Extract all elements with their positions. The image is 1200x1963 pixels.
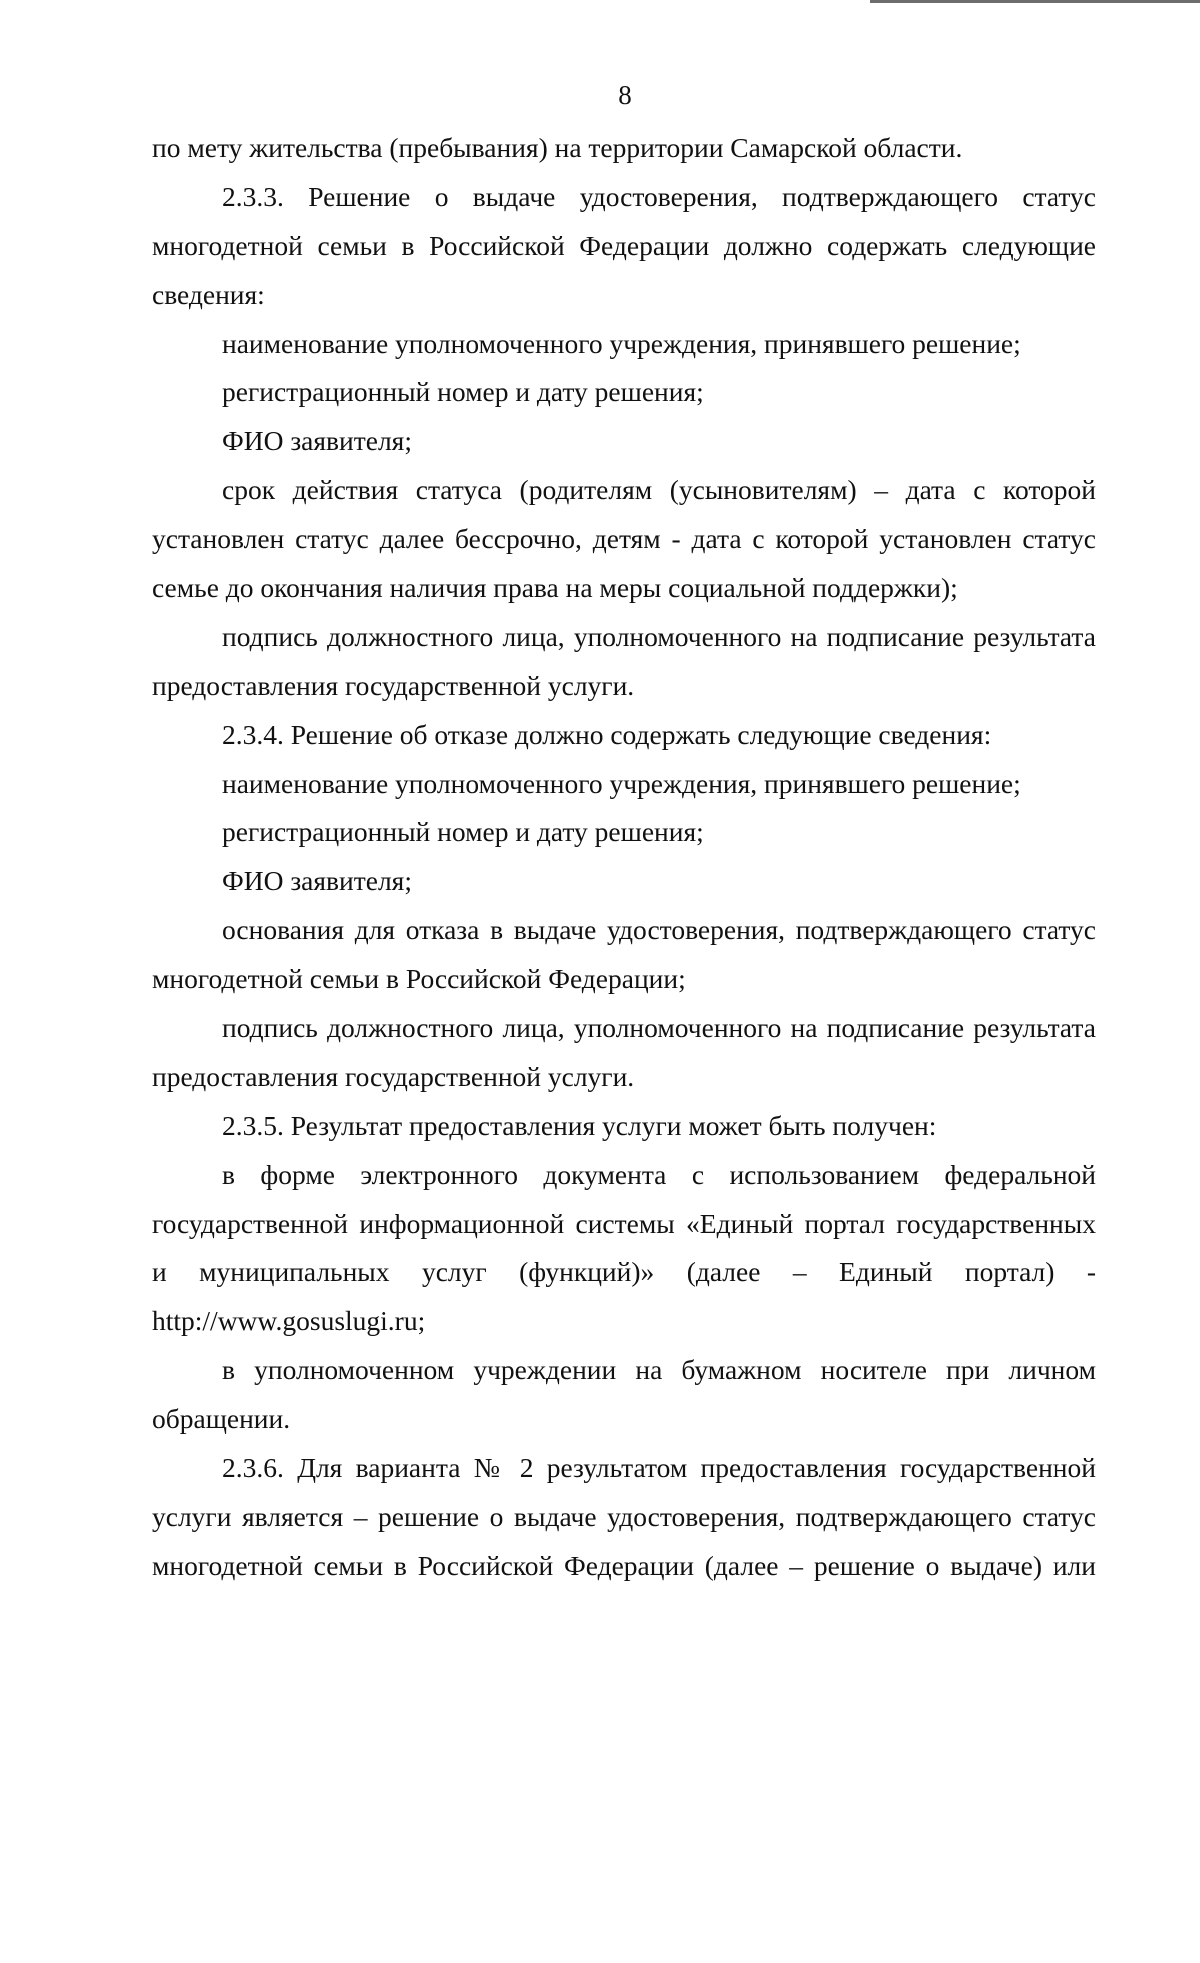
top-edge-rule bbox=[870, 0, 1200, 3]
text-line: наименование уполномоченного учреждения, принявшего решение; bbox=[222, 767, 1021, 799]
text-line: государственной информационной системы «Единый портал государственных bbox=[152, 1207, 1096, 1239]
text-line: многодетной семьи в Российской Федерации должно содержать следующие bbox=[152, 229, 1096, 261]
text-line: 2.3.6. Для варианта № 2 результатом предоставления государственной bbox=[222, 1452, 1096, 1484]
text-line: регистрационный номер и дату решения; bbox=[222, 376, 704, 408]
text-line: 2.3.3. Решение о выдаче удостоверения, подтверждающего статус bbox=[222, 180, 1096, 212]
text-line: услуги является – решение о выдаче удостоверения, подтверждающего статус bbox=[152, 1500, 1096, 1532]
text-line: многодетной семьи в Российской Федерации; bbox=[152, 963, 686, 995]
document-body bbox=[152, 124, 1096, 1591]
text-line: установлен статус далее бессрочно, детям - дата с которой установлен статус bbox=[152, 523, 1096, 555]
text-line: многодетной семьи в Российской Федерации (далее – решение о выдаче) или bbox=[152, 1549, 1096, 1581]
text-line: семье до окончания наличия права на меры социальной поддержки); bbox=[152, 572, 958, 604]
text-line: обращении. bbox=[152, 1403, 291, 1435]
text-line: 2.3.5. Результат предоставления услуги может быть получен: bbox=[222, 1109, 937, 1141]
text-line: в уполномоченном учреждении на бумажном носителе при личном bbox=[222, 1354, 1096, 1386]
text-line: http://www.gosuslugi.ru; bbox=[152, 1305, 426, 1337]
text-line: основания для отказа в выдаче удостоверения, подтверждающего статус bbox=[222, 914, 1096, 946]
text-line: срок действия статуса (родителям (усыновителям) – дата с которой bbox=[222, 474, 1096, 506]
text-line: подпись должностного лица, уполномоченного на подписание результата bbox=[222, 1012, 1096, 1044]
text-line: регистрационный номер и дату решения; bbox=[222, 816, 704, 848]
text-line: подпись должностного лица, уполномоченного на подписание результата bbox=[222, 620, 1096, 652]
page-number: 8 bbox=[618, 80, 632, 110]
text-line: ФИО заявителя; bbox=[222, 865, 412, 897]
text-line: в форме электронного документа с использованием федеральной bbox=[222, 1158, 1096, 1190]
text-line: ФИО заявителя; bbox=[222, 425, 412, 457]
text-line: сведения: bbox=[152, 278, 265, 310]
text-line: предоставления государственной услуги. bbox=[152, 669, 635, 701]
text-line: по мету жительства (пребывания) на территории Самарской области. bbox=[152, 132, 963, 163]
text-line: предоставления государственной услуги. bbox=[152, 1060, 635, 1092]
text-line: и муниципальных услуг (функций)» (далее – Единый портал) - bbox=[152, 1256, 1096, 1288]
text-line: наименование уполномоченного учреждения, принявшего решение; bbox=[222, 327, 1021, 359]
text-line: 2.3.4. Решение об отказе должно содержать следующие сведения: bbox=[222, 718, 992, 750]
